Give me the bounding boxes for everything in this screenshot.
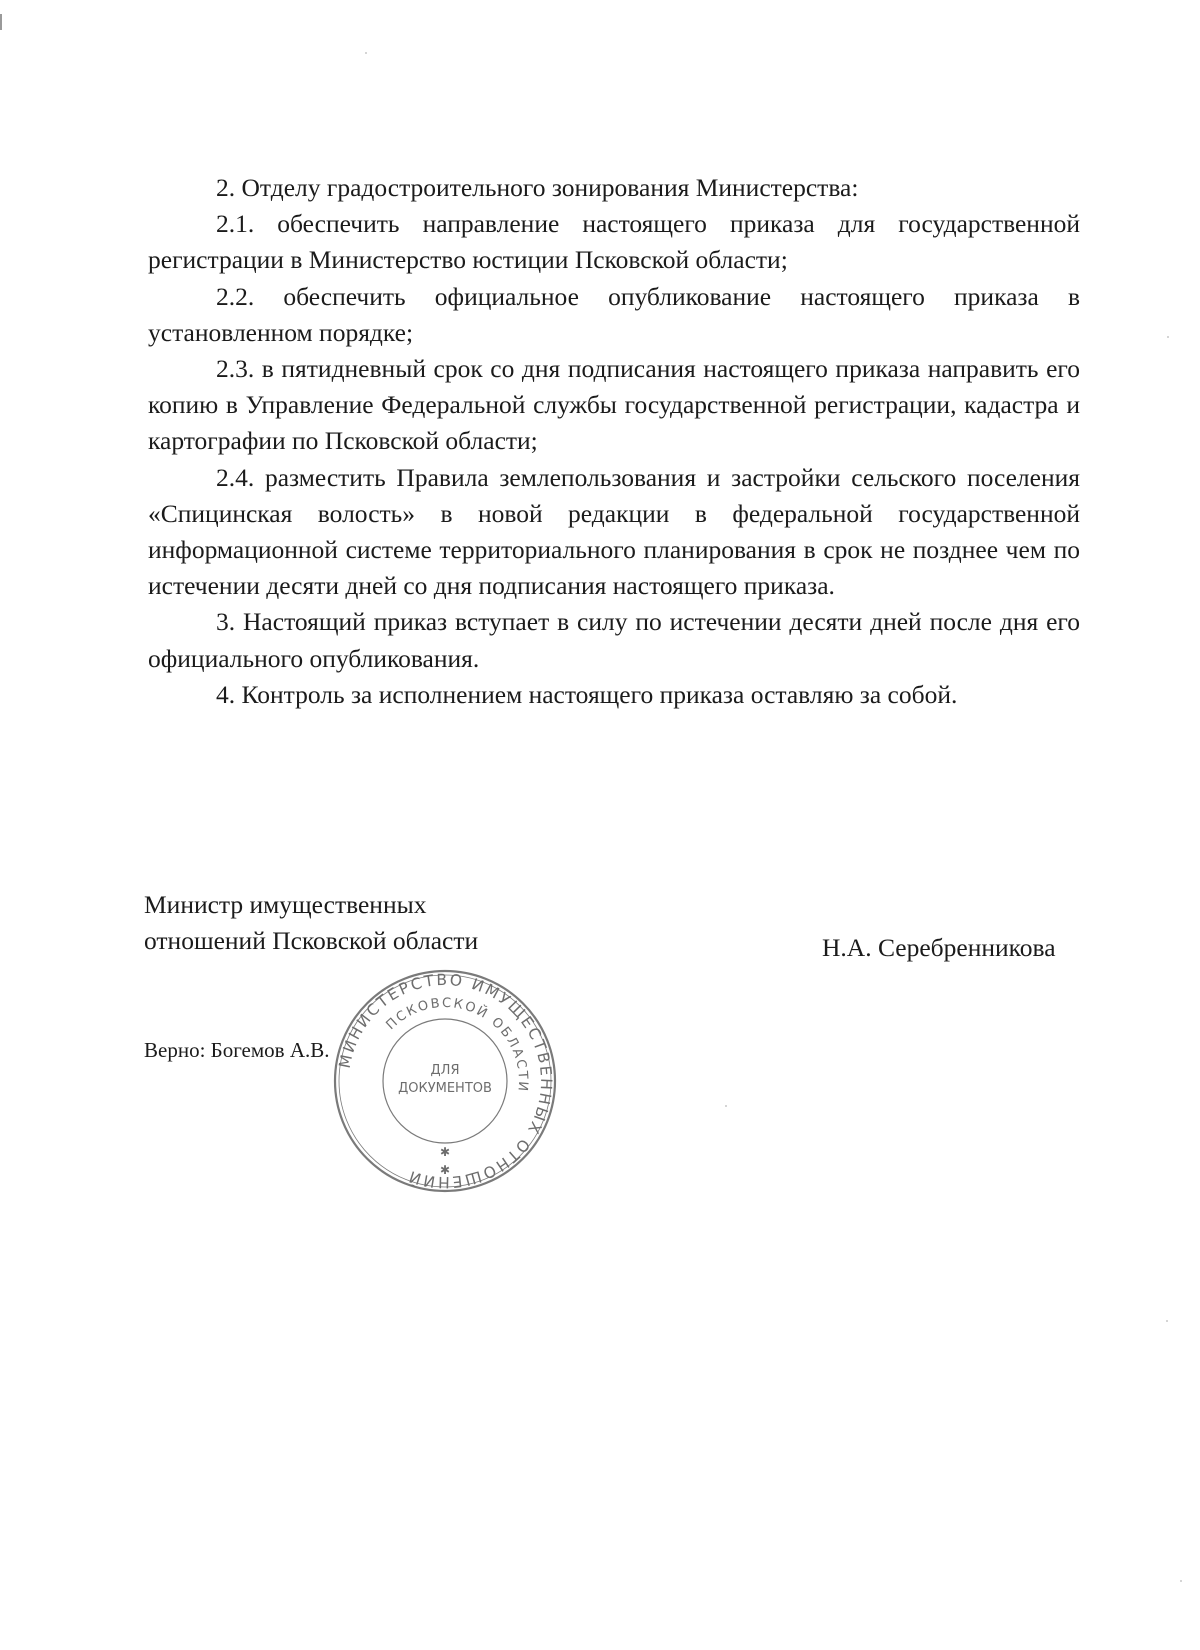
paragraph-4: 4. Контроль за исполнением настоящего приказа оставляю за собой. bbox=[216, 679, 958, 709]
stamp-center-line2: ДОКУМЕНТОВ bbox=[398, 1081, 492, 1096]
paragraph-3: 3. Настоящий приказ вступает в силу по истечении десяти дней после дня его официального опубликования. bbox=[148, 607, 1080, 673]
stamp-center-line1: ДЛЯ bbox=[430, 1063, 460, 1078]
signatory-title bbox=[144, 887, 478, 959]
order-body bbox=[148, 170, 1080, 713]
paragraph-2: 2. Отделу градостроительного зонирования Министерства: bbox=[216, 173, 859, 202]
signatory-title-line2: отношений Псковской области bbox=[144, 926, 479, 955]
scan-edge-mark bbox=[0, 14, 2, 30]
stamp-inner-text: ПСКОВСКОЙ ОБЛАСТИ bbox=[383, 995, 531, 1094]
paragraph-2-3: 2.3. в пятидневный срок со дня подписания настоящего приказа направить его копию в Управление Федеральной службы государственной регистрации, кадастра и картографии по Псковской области; bbox=[148, 354, 1080, 456]
scan-speck bbox=[1167, 336, 1169, 338]
paragraph-2-2: 2.2. обеспечить официальное опубликование настоящего приказа в установленном порядке; bbox=[148, 281, 1080, 347]
scan-speck bbox=[725, 1105, 727, 1107]
scan-speck bbox=[365, 52, 367, 54]
stamp-star-icon: ✱ bbox=[439, 1163, 451, 1177]
scan-speck bbox=[1180, 1580, 1182, 1582]
official-stamp bbox=[330, 966, 560, 1196]
scan-speck bbox=[1166, 1320, 1168, 1322]
paragraph-2-4: 2.4. разместить Правила землепользования и застройки сельского поселения «Спицинская волость» в новой редакции в федеральной государственной информационной системе территориального планирования в срок не позднее чем по истечении десяти дней со дня подписания настоящего приказа. bbox=[148, 462, 1080, 601]
signatory-title-line1: Министр имущественных bbox=[144, 890, 427, 919]
stamp-star-icon: ✱ bbox=[439, 1145, 451, 1159]
stamp-outer-text: МИНИСТЕРСТВО ИМУЩЕСТВЕННЫХ ОТНОШЕНИЙ bbox=[335, 970, 556, 1192]
signatory-name: Н.А. Серебренникова bbox=[822, 933, 1056, 962]
certification-note: Верно: Богемов А.В. bbox=[144, 1038, 330, 1062]
paragraph-2-1: 2.1. обеспечить направление настоящего приказа для государственной регистрации в Министерство юстиции Псковской области; bbox=[148, 209, 1080, 275]
